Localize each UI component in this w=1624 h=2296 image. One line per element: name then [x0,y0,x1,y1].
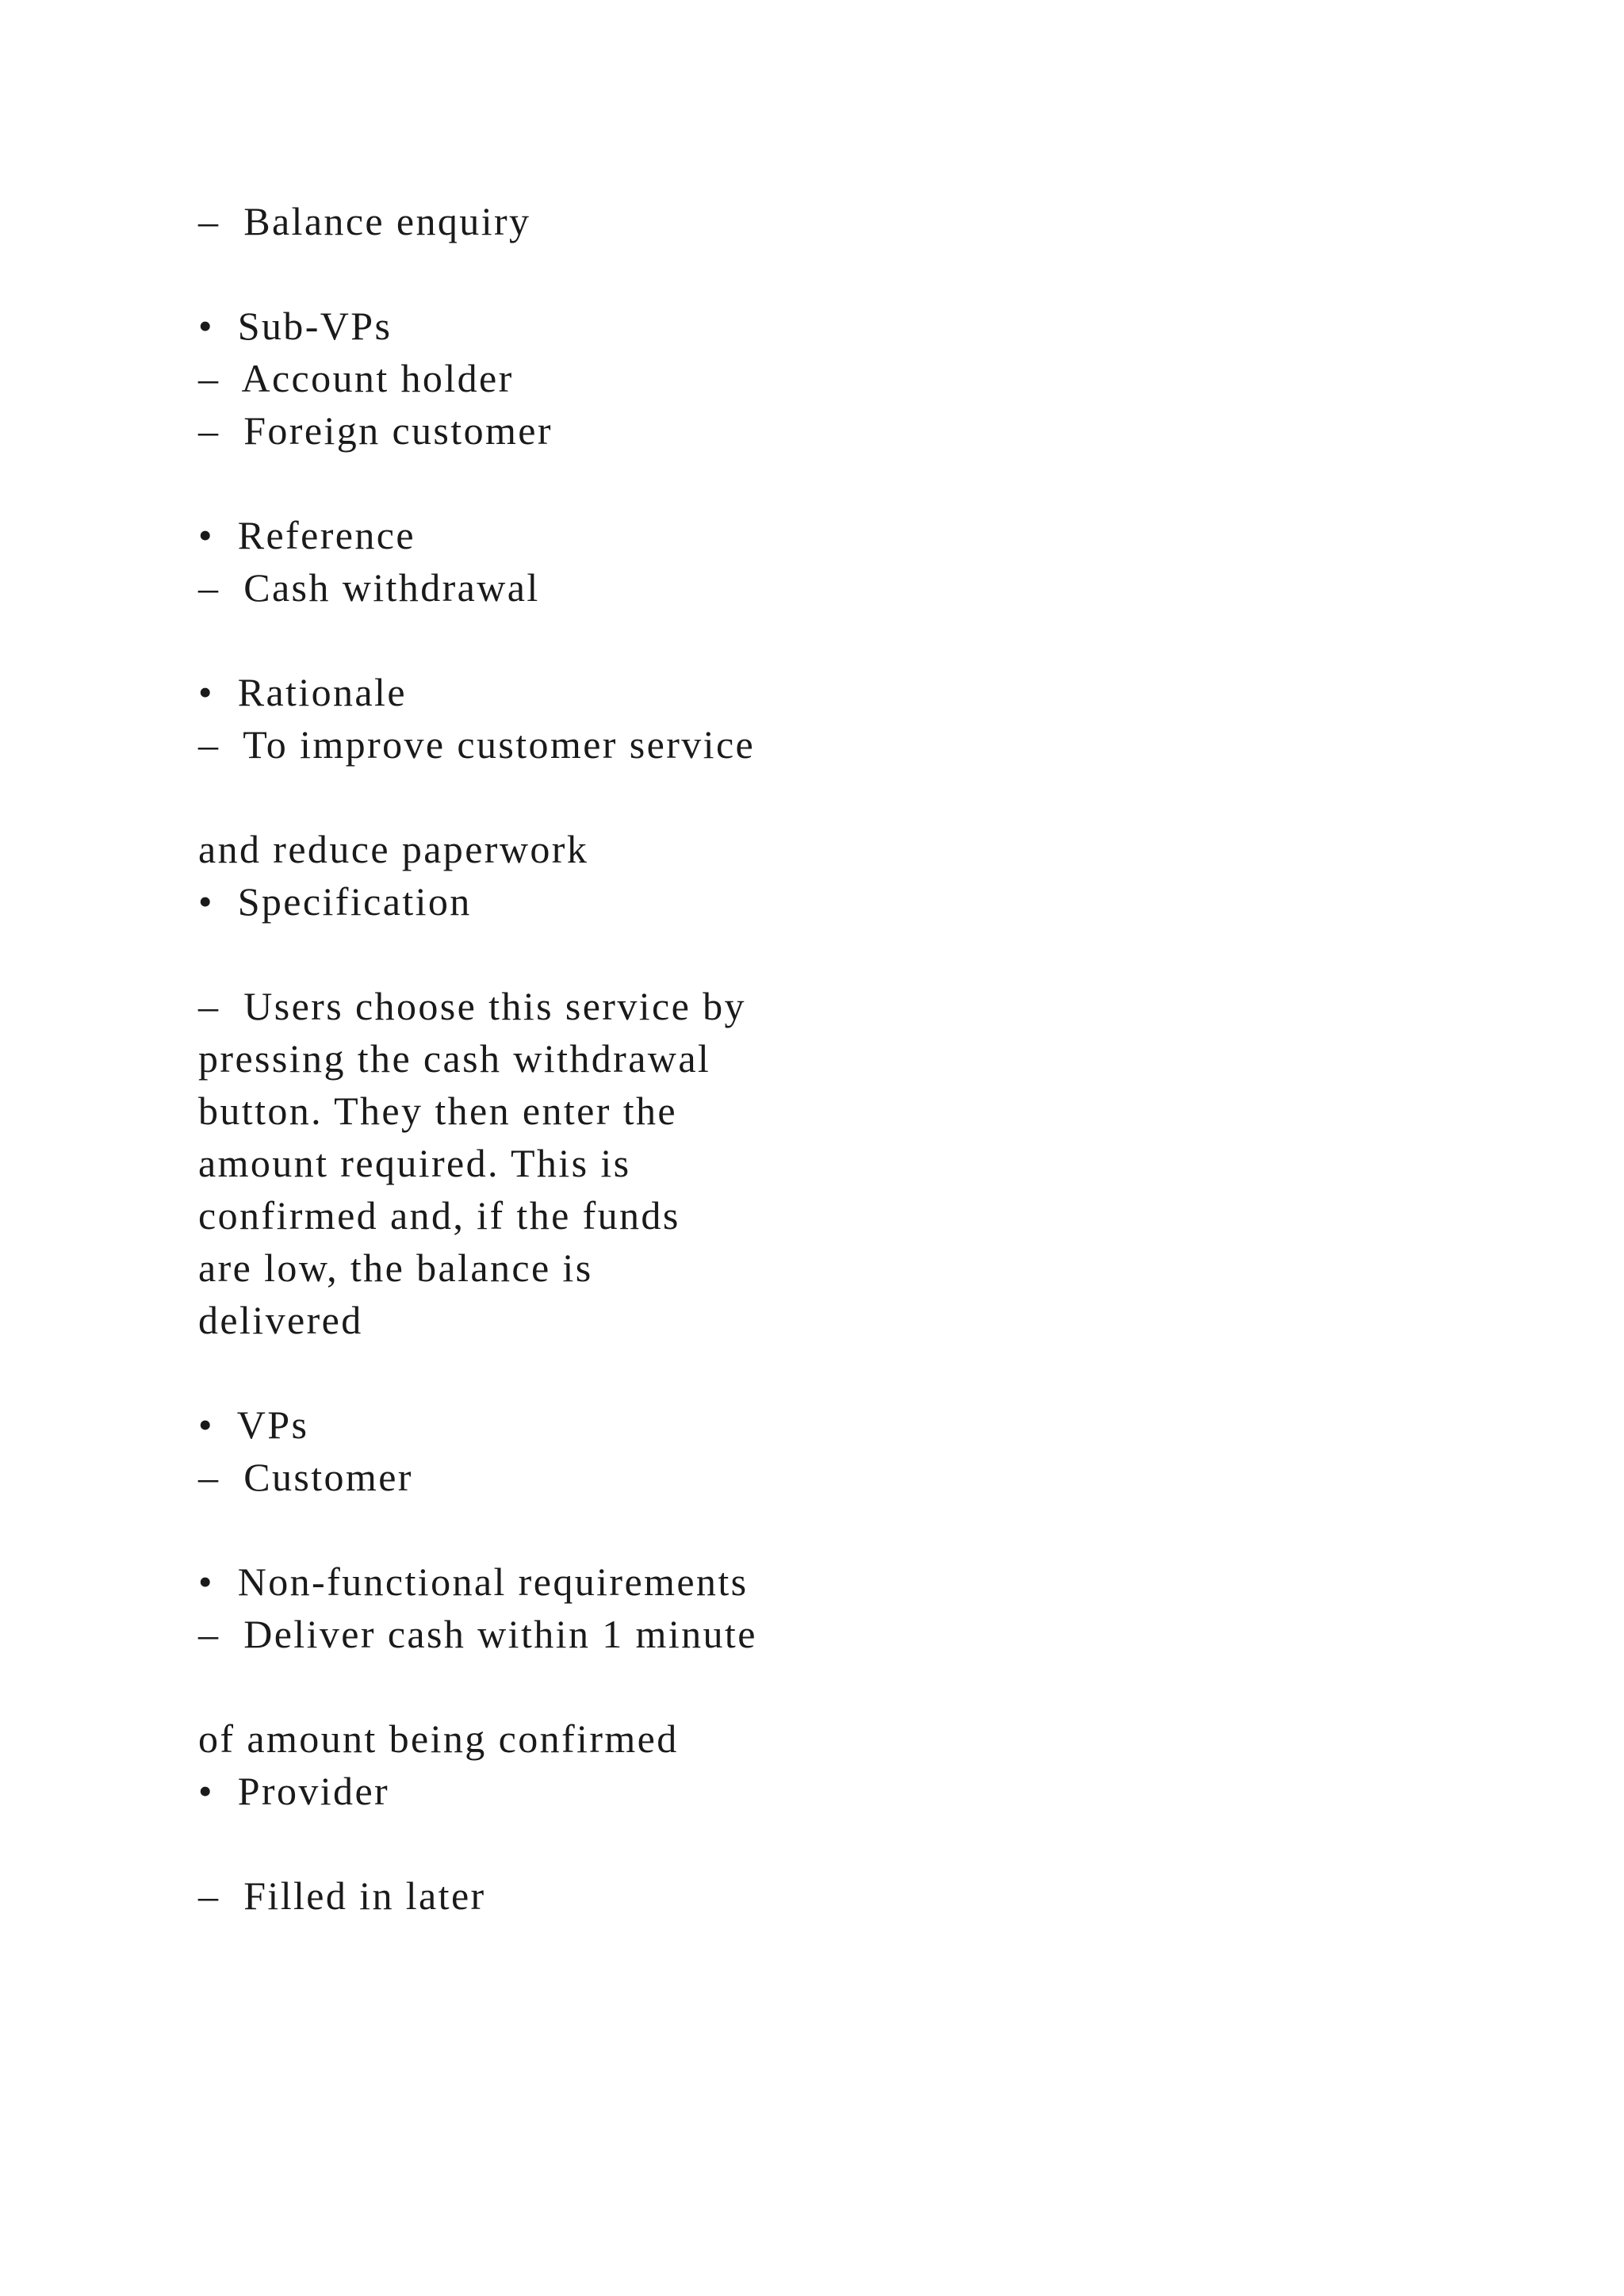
text-line: • Provider [198,1769,390,1813]
text-line: – To improve customer service [198,722,756,767]
blank-line [198,614,1150,666]
text-line: – Users choose this service by [198,984,746,1028]
text-line: pressing the cash withdrawal [198,1036,711,1081]
text-line: – Deliver cash within 1 minute [198,1612,757,1656]
text-line: – Balance enquiry [198,199,531,243]
text-line: – Account holder [198,356,514,400]
blank-line [198,1817,1150,1869]
document-body [198,195,1150,1922]
blank-line [198,1346,1150,1399]
text-line: and reduce paperwork [198,827,589,871]
blank-line [198,928,1150,980]
text-line: confirmed and, if the funds [198,1193,680,1238]
text-line: • Rationale [198,670,407,714]
text-line: of amount being confirmed [198,1716,679,1761]
text-line: • Reference [198,513,416,557]
text-line: – Filled in later [198,1873,486,1918]
text-line: amount required. This is [198,1141,631,1185]
text-line: • Sub-VPs [198,304,393,348]
text-line: – Cash withdrawal [198,565,540,610]
text-line: • VPs [198,1402,309,1447]
blank-line [198,247,1150,300]
text-line: • Specification [198,879,472,924]
blank-line [198,457,1150,509]
blank-line [198,1660,1150,1712]
blank-line [198,771,1150,823]
text-line: – Customer [198,1455,413,1499]
text-line: are low, the balance is [198,1246,593,1290]
text-line: delivered [198,1298,363,1342]
text-line: • Non-functional requirements [198,1559,749,1604]
text-line: button. They then enter the [198,1089,678,1133]
blank-line [198,1503,1150,1556]
text-line: – Foreign customer [198,408,553,453]
